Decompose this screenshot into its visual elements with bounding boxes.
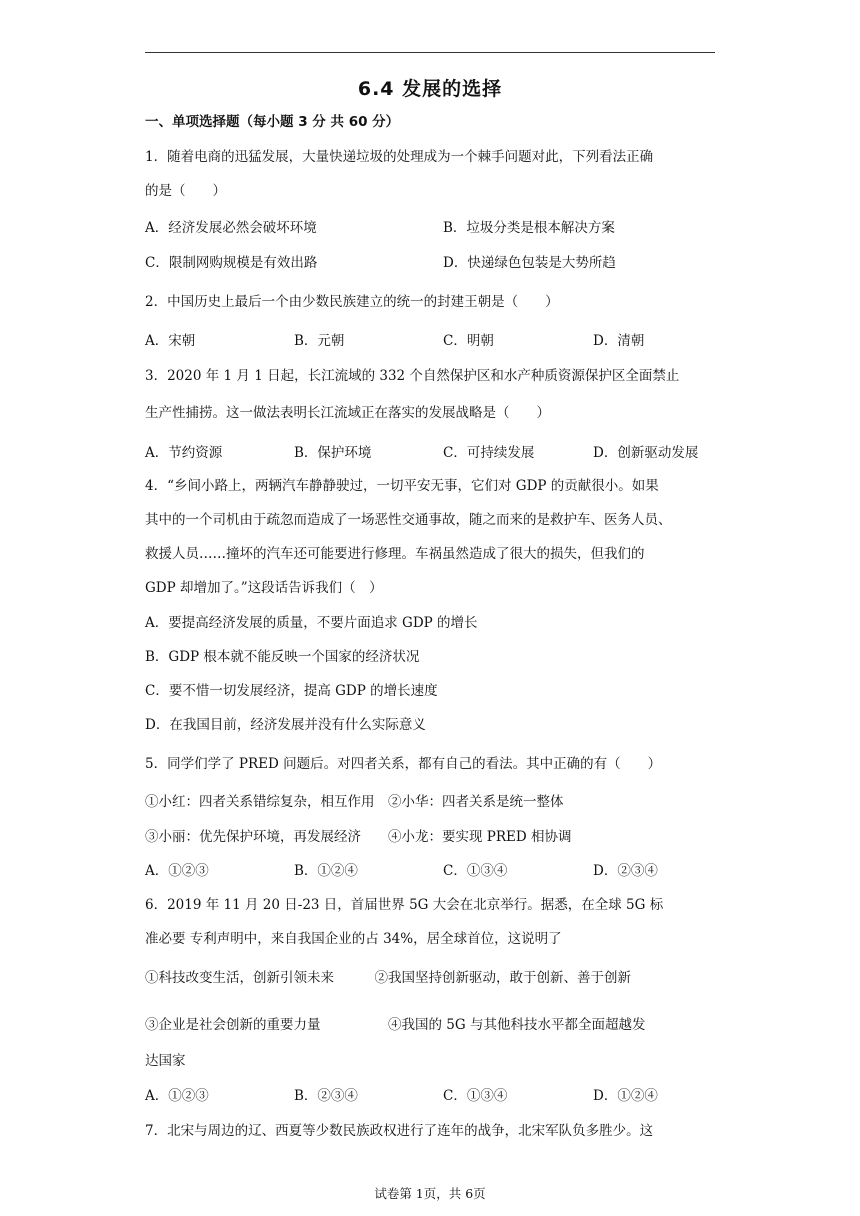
section-heading: 一、单项选择题（每小题 3 分 共 60 分）	[145, 114, 400, 130]
q6-statements-2: ③企业是社会创新的重要力量 ④我国的 5G 与其他科技水平都全面超越发	[145, 1017, 646, 1033]
question-1-stem-cont: 的是（ ）	[145, 183, 226, 199]
question-6-stem: 6．2019 年 11 月 20 日-23 日，首届世界 5G 大会在北京举行。据悉，在全球 5G 标	[145, 897, 664, 913]
q3-option-a: A．节约资源	[145, 445, 223, 461]
q4-option-a: A．要提高经济发展的质量，不要片面追求 GDP 的增长	[145, 615, 478, 631]
question-4-stem: 4．“乡间小路上，两辆汽车静静驶过，一切平安无事，它们对 GDP 的贡献很小。如果	[145, 478, 659, 494]
q6-option-b: B．②③④	[294, 1088, 358, 1104]
question-4-stem-cont-3: GDP 却增加了。”这段话告诉我们（ ）	[145, 580, 383, 596]
q6-option-a: A．①②③	[145, 1088, 209, 1104]
question-1-stem: 1．随着电商的迅猛发展，大量快递垃圾的处理成为一个棘手问题对此，下列看法正确	[145, 149, 654, 165]
q5-option-d: D．②③④	[593, 863, 658, 879]
question-7-stem: 7．北宋与周边的辽、西夏等少数民族政权进行了连年的战争，北宋军队负多胜少。这	[145, 1123, 654, 1139]
q6-option-d: D．①②④	[593, 1088, 658, 1104]
page-footer: 试卷第 1页，共 6页	[374, 1186, 486, 1201]
question-3-stem: 3．2020 年 1 月 1 日起，长江流域的 332 个自然保护区和水产种质资源保护区全面禁止	[145, 368, 680, 384]
q1-option-d: D．快递绿色包装是大势所趋	[443, 255, 616, 271]
q4-option-c: C．要不惜一切发展经济，提高 GDP 的增长速度	[145, 683, 438, 699]
q2-option-a: A．宋朝	[145, 333, 196, 349]
question-4-stem-cont-2: 救援人员……撞坏的汽车还可能要进行修理。车祸虽然造成了很大的损失，但我们的	[145, 546, 645, 562]
q6-statements-3: 达国家	[145, 1053, 186, 1069]
q5-option-c: C．①③④	[443, 863, 508, 879]
question-5-stem: 5．同学们学了 PRED 问题后。对四者关系，都有自己的看法。其中正确的有（ ）	[145, 756, 662, 772]
q2-option-b: B．元朝	[294, 333, 345, 349]
question-6-stem-cont: 准必要 专利声明中，来自我国企业的占 34%，居全球首位，这说明了	[145, 931, 562, 947]
q5-option-a: A．①②③	[145, 863, 209, 879]
q4-option-b: B．GDP 根本就不能反映一个国家的经济状况	[145, 649, 420, 665]
q6-statements-1: ①科技改变生活，创新引领未来 ②我国坚持创新驱动，敢于创新、善于创新	[145, 970, 631, 986]
question-2-stem: 2．中国历史上最后一个由少数民族建立的统一的封建王朝是（ ）	[145, 294, 559, 310]
q2-option-c: C．明朝	[443, 333, 494, 349]
q3-option-d: D．创新驱动发展	[593, 445, 699, 461]
q3-option-c: C．可持续发展	[443, 445, 535, 461]
q1-option-b: B．垃圾分类是根本解决方案	[443, 220, 615, 236]
header-rule	[145, 52, 715, 53]
q3-option-b: B．保护环境	[294, 445, 372, 461]
q6-option-c: C．①③④	[443, 1088, 508, 1104]
q5-statements-1: ①小红：四者关系错综复杂，相互作用 ②小华：四者关系是统一整体	[145, 794, 564, 810]
q5-option-b: B．①②④	[294, 863, 358, 879]
q5-statements-2: ③小丽：优先保护环境，再发展经济 ④小龙：要实现 PRED 相协调	[145, 829, 572, 845]
q2-option-d: D．清朝	[593, 333, 645, 349]
page-title: 6.4 发展的选择	[357, 78, 503, 100]
question-4-stem-cont-1: 其中的一个司机由于疏忽而造成了一场恶性交通事故，随之而来的是救护车、医务人员、	[145, 512, 672, 528]
q1-option-a: A．经济发展必然会破坏环境	[145, 220, 317, 236]
question-3-stem-cont: 生产性捕捞。这一做法表明长江流域正在落实的发展战略是（ ）	[145, 405, 550, 421]
q1-option-c: C．限制网购规模是有效出路	[145, 255, 318, 271]
q4-option-d: D．在我国目前，经济发展并没有什么实际意义	[145, 717, 426, 733]
